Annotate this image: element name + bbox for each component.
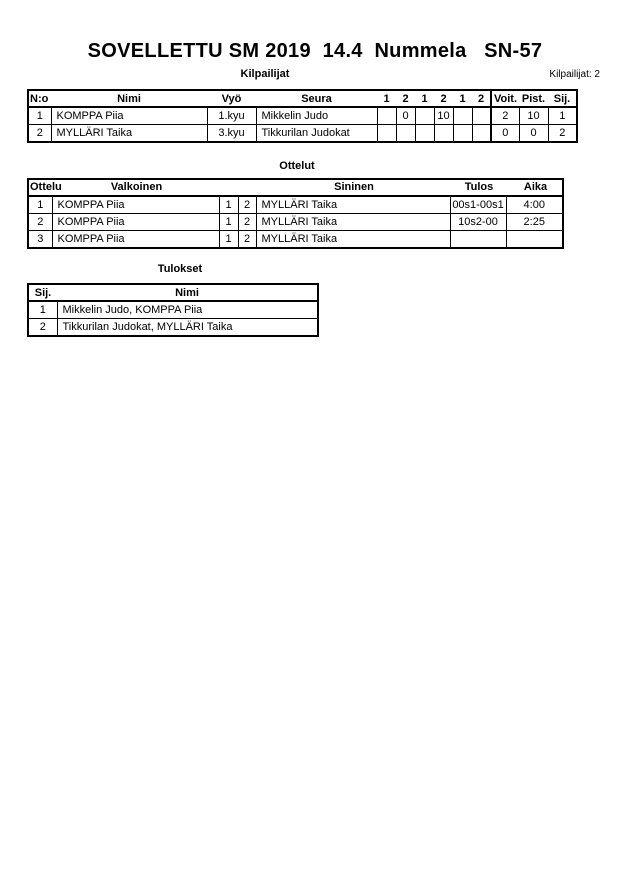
header-voit: Voit. [491, 90, 519, 107]
matches-table [27, 178, 564, 249]
score-cell [434, 125, 453, 143]
results-table [27, 283, 319, 337]
header-nimi: Nimi [57, 284, 318, 301]
white-name-cell: KOMPPA Piia [52, 196, 219, 214]
time-cell: 4:00 [506, 196, 563, 214]
header-tulos: Tulos [464, 181, 494, 193]
wins-cell: 0 [491, 125, 519, 143]
blue-no-cell: 2 [238, 231, 256, 249]
time-cell [506, 231, 563, 249]
header-no: N:o [28, 90, 51, 107]
score-cell: 0 [396, 107, 415, 125]
score-cell [415, 125, 434, 143]
match-no-cell: 2 [28, 214, 52, 231]
header-score-5: 1 [453, 90, 472, 107]
result-cell: 10s2-00 [450, 214, 506, 231]
name-cell: KOMPPA Piia [51, 107, 207, 125]
match-row [28, 214, 563, 231]
header-valkoinen: Valkoinen [110, 181, 163, 193]
match-no-cell: 3 [28, 231, 52, 249]
blue-no-cell: 2 [238, 196, 256, 214]
results-header-row [28, 284, 318, 301]
place-cell: 1 [28, 301, 57, 319]
score-cell [453, 125, 472, 143]
points-cell: 0 [519, 125, 548, 143]
white-name-cell: KOMPPA Piia [52, 214, 219, 231]
no-cell: 2 [28, 125, 51, 143]
competitors-table [27, 89, 578, 143]
header-score-2: 2 [396, 90, 415, 107]
match-no-cell: 1 [28, 196, 52, 214]
header-score-4: 2 [434, 90, 453, 107]
score-cell [415, 107, 434, 125]
score-cell [377, 107, 396, 125]
header-aika: Aika [523, 181, 548, 193]
score-cell [377, 125, 396, 143]
matches-header-labels [29, 180, 562, 195]
header-score-3: 1 [415, 90, 434, 107]
header-nimi: Nimi [51, 90, 207, 107]
score-cell [472, 107, 491, 125]
header-sij: Sij. [28, 284, 57, 301]
belt-cell: 3.kyu [207, 125, 256, 143]
belt-cell: 1.kyu [207, 107, 256, 125]
match-row [28, 231, 563, 249]
competitors-section-heading: Kilpailijat [240, 68, 290, 80]
header-ottelu: Ottelu [30, 181, 62, 193]
white-no-cell: 1 [219, 214, 238, 231]
result-name-cell: Tikkurilan Judokat, MYLLÄRI Taika [57, 319, 318, 337]
matches-section-heading: Ottelut [279, 160, 315, 172]
score-cell [472, 125, 491, 143]
score-cell: 10 [434, 107, 453, 125]
result-row [28, 319, 318, 337]
match-row [28, 196, 563, 214]
place-cell: 1 [548, 107, 577, 125]
competitor-row [28, 107, 577, 125]
competitor-count-label: Kilpailijat: 2 [549, 69, 600, 80]
white-name-cell: KOMPPA Piia [52, 231, 219, 249]
points-cell: 10 [519, 107, 548, 125]
place-cell: 2 [28, 319, 57, 337]
blue-name-cell: MYLLÄRI Taika [256, 214, 450, 231]
header-pist: Pist. [519, 90, 548, 107]
blue-name-cell: MYLLÄRI Taika [256, 231, 450, 249]
score-cell [396, 125, 415, 143]
blue-no-cell: 2 [238, 214, 256, 231]
result-row [28, 301, 318, 319]
matches-header-row [28, 179, 563, 196]
place-cell: 2 [548, 125, 577, 143]
name-cell: MYLLÄRI Taika [51, 125, 207, 143]
results-section-heading: Tulokset [157, 263, 203, 275]
header-score-6: 2 [472, 90, 491, 107]
header-sij: Sij. [548, 90, 577, 107]
score-cell [453, 107, 472, 125]
page-title: SOVELLETTU SM 2019 14.4 Nummela SN-57 [87, 40, 543, 62]
matches-header [28, 179, 563, 196]
competitors-header-row [28, 90, 577, 107]
competitor-row [28, 125, 577, 143]
white-no-cell: 1 [219, 196, 238, 214]
wins-cell: 2 [491, 107, 519, 125]
result-cell [450, 231, 506, 249]
header-sininen: Sininen [334, 181, 374, 193]
club-cell: Tikkurilan Judokat [256, 125, 377, 143]
header-seura: Seura [256, 90, 377, 107]
blue-name-cell: MYLLÄRI Taika [256, 196, 450, 214]
no-cell: 1 [28, 107, 51, 125]
header-score-1: 1 [377, 90, 396, 107]
result-name-cell: Mikkelin Judo, KOMPPA Piia [57, 301, 318, 319]
result-cell: 00s1-00s1 [450, 196, 506, 214]
white-no-cell: 1 [219, 231, 238, 249]
club-cell: Mikkelin Judo [256, 107, 377, 125]
header-vyo: Vyö [207, 90, 256, 107]
time-cell: 2:25 [506, 214, 563, 231]
